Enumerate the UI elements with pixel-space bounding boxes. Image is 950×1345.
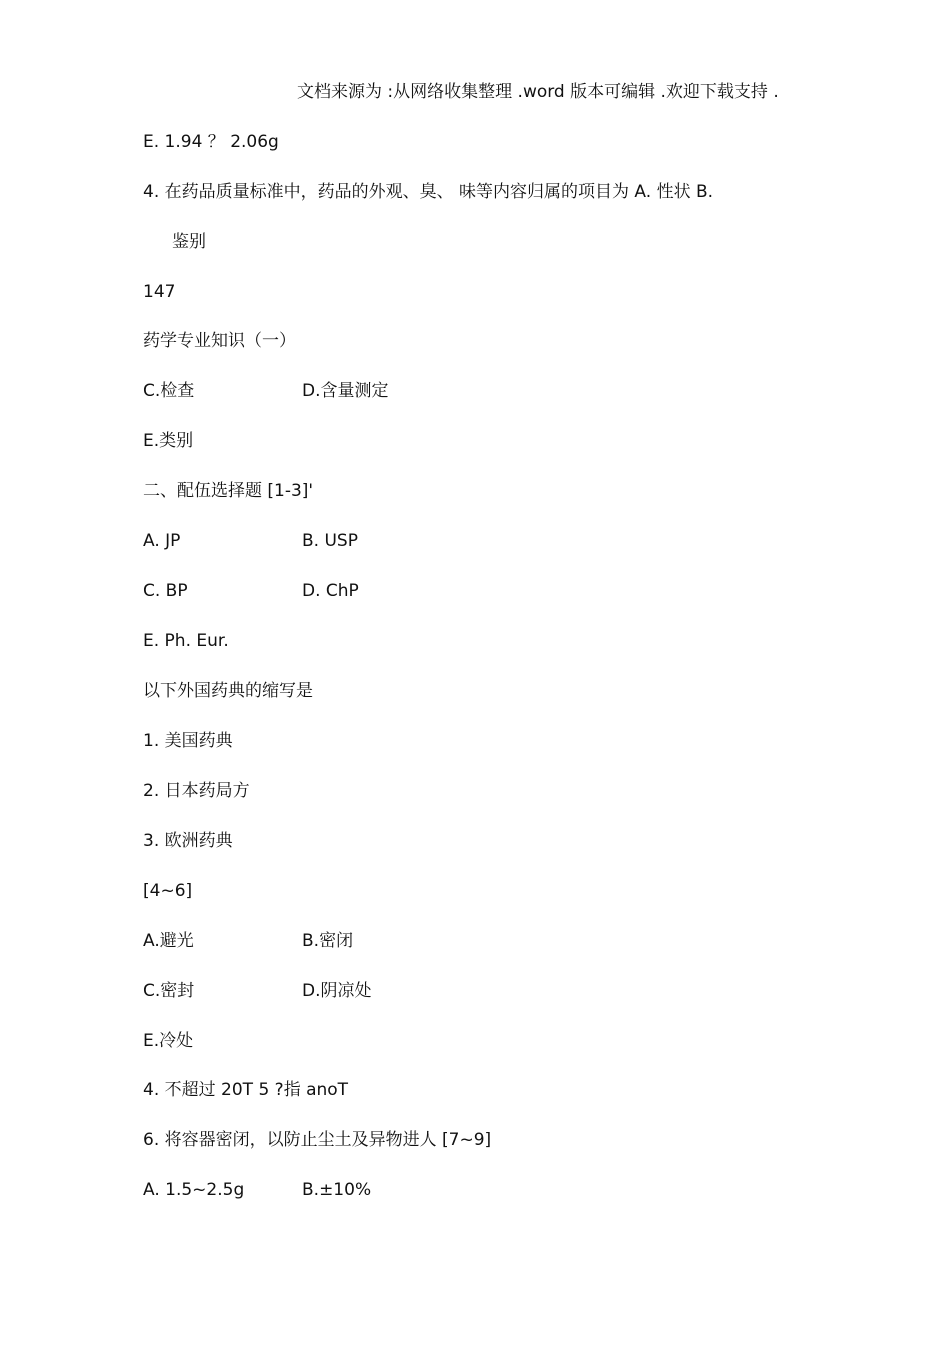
option-a-jp: A. JP bbox=[143, 531, 181, 551]
question-4-text: 4. 在药品质量标准中，药品的外观、臭、 味等内容归属的项目为 A. 性状 B. bbox=[143, 182, 714, 202]
question-2: 2. 日本药局方 bbox=[143, 781, 250, 801]
option-e-pheur: E. Ph. Eur. bbox=[143, 631, 229, 651]
matching-section-heading: 二、配伍选择题 [1-3]' bbox=[143, 481, 314, 501]
section-title: 药学专业知识（一） bbox=[143, 331, 296, 351]
option-e-lengchu: E.冷处 bbox=[143, 1031, 194, 1051]
option-c-bp: C. BP bbox=[143, 581, 188, 601]
question-3: 3. 欧洲药典 bbox=[143, 831, 233, 851]
question-6-text: 6. 将容器密闭，以防止尘土及异物进人 [7~9] bbox=[143, 1130, 492, 1150]
option-c-jiancha: C.检查 bbox=[143, 381, 195, 401]
group-label-4-6: [4~6] bbox=[143, 881, 193, 901]
option-a-biguang: A.避光 bbox=[143, 931, 194, 951]
page-number: 147 bbox=[143, 282, 176, 302]
option-c-mifeng: C.密封 bbox=[143, 981, 195, 1001]
option-d-chp: D. ChP bbox=[302, 581, 359, 601]
question-4-continuation: 鉴别 bbox=[172, 232, 206, 252]
question-1: 1. 美国药典 bbox=[143, 731, 233, 751]
question-prompt: 以下外国药典的缩写是 bbox=[143, 681, 313, 701]
option-b-percent: B.±10% bbox=[302, 1180, 372, 1200]
option-e-leibie: E.类别 bbox=[143, 431, 194, 451]
question-4-temperature: 4. 不超过 20T 5 ?指 anoT bbox=[143, 1080, 349, 1100]
option-a-range: A. 1.5~2.5g bbox=[143, 1180, 245, 1200]
source-note-header: 文档来源为 :从网络收集整理 .word 版本可编辑 .欢迎下载支持 . bbox=[297, 82, 779, 102]
option-b-usp: B. USP bbox=[302, 531, 358, 551]
option-b-mibi: B.密闭 bbox=[302, 931, 354, 951]
option-d-yinliangchu: D.阴凉处 bbox=[302, 981, 372, 1001]
option-d-hanliang: D.含量测定 bbox=[302, 381, 389, 401]
answer-option-e-range: E. 1.94 ？ 2.06g bbox=[143, 132, 279, 152]
